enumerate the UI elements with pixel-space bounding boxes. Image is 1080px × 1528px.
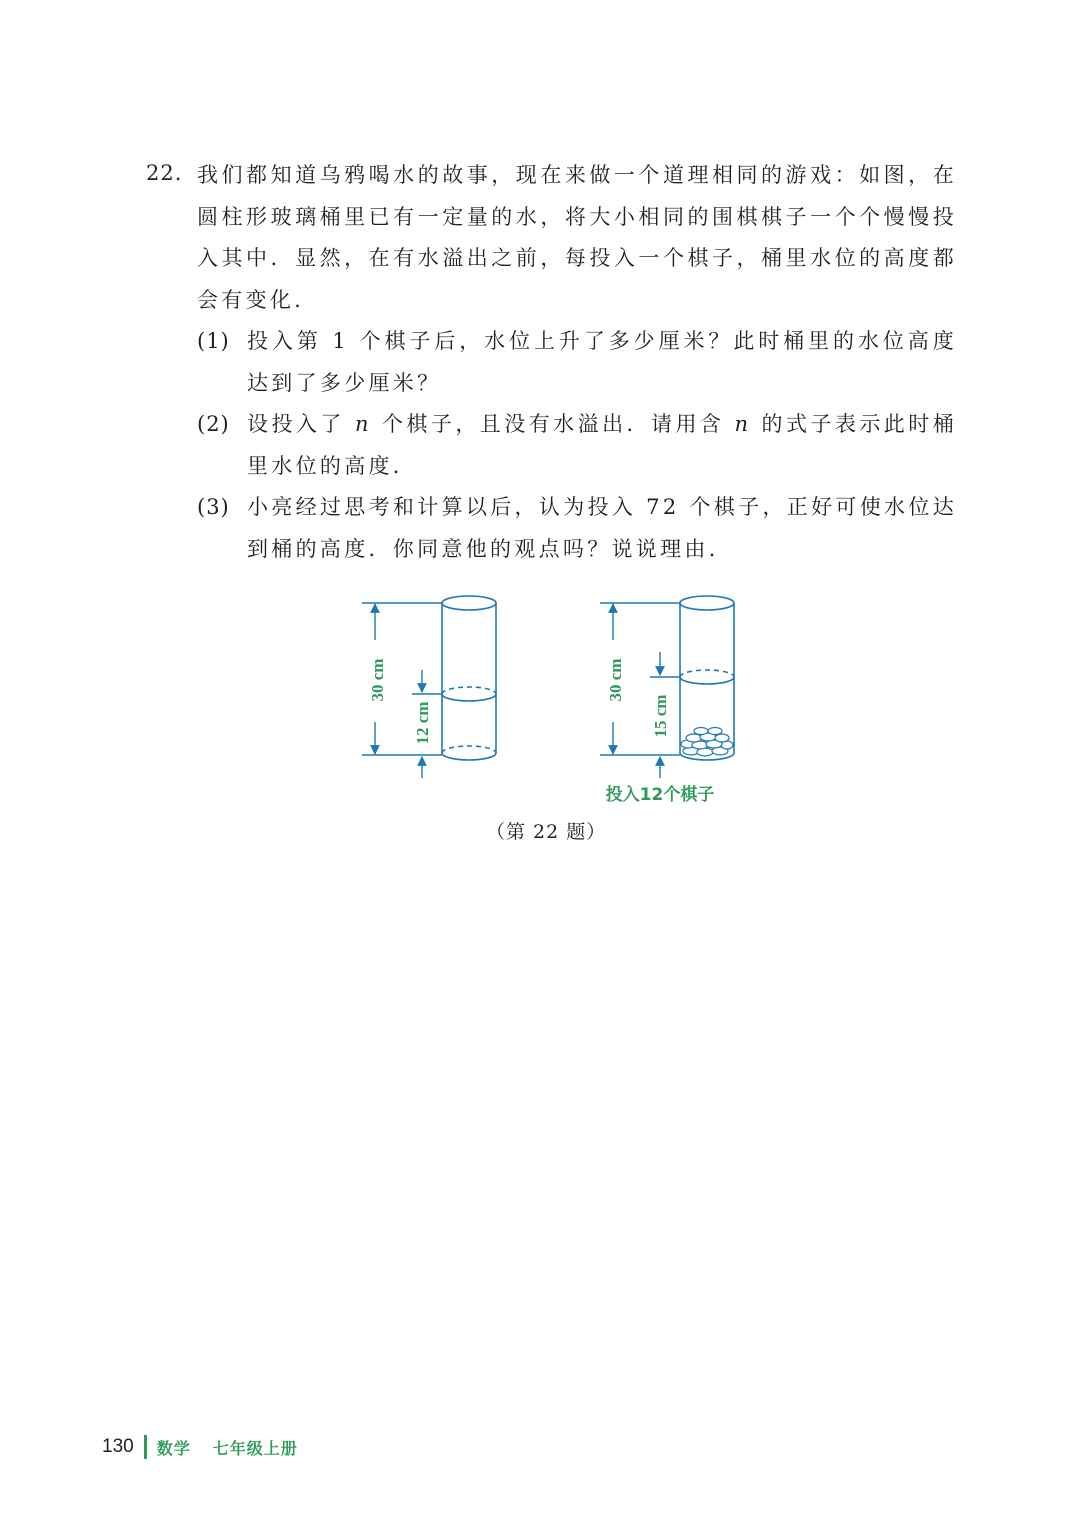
go-stones-pile	[681, 728, 733, 757]
subquestion-3-tag: (3)	[197, 495, 230, 519]
subquestion-2-text-c: 的式子表示此时桶里水位的高度．	[247, 412, 957, 478]
subquestion-3-text: 小亮经过思考和计算以后，认为投入 72 个棋子，正好可使水位达到桶的高度．你同意他的观点吗？说说理由．	[247, 495, 957, 561]
page-footer	[102, 1432, 298, 1462]
variable-n: n	[354, 412, 372, 436]
footer-grade: 七年级上册	[212, 1440, 298, 1458]
page-number: 130	[102, 1436, 134, 1457]
go-stone	[694, 728, 708, 735]
right-total-height-label: 30 cm	[606, 658, 625, 702]
left-water-surface-back	[442, 687, 496, 694]
problem-number: 22.	[146, 161, 183, 185]
subquestion-2-text	[247, 404, 957, 487]
left-water-surface-front	[442, 694, 496, 701]
right-water-height-label: 15 cm	[651, 694, 670, 738]
subquestion-3	[197, 487, 957, 570]
left-cylinder	[442, 596, 496, 760]
go-stone	[708, 728, 722, 735]
figure-caption: （第 22 题）	[486, 821, 607, 843]
footer-subject: 数学	[156, 1440, 191, 1458]
left-water-height-label: 12 cm	[413, 701, 432, 745]
right-cylinder-top-rim	[680, 596, 734, 610]
subquestion-2-tag: (2)	[197, 412, 230, 436]
subquestion-1-tag: (1)	[197, 329, 230, 353]
left-cylinder-bottom-front	[442, 753, 496, 760]
subquestion-2	[197, 404, 957, 487]
left-total-height-label: 30 cm	[368, 658, 387, 702]
subquestion-2-text-a: 设投入了	[247, 412, 345, 436]
go-stone	[715, 734, 729, 742]
left-cylinder-top-rim	[442, 596, 496, 610]
footer-divider	[144, 1435, 147, 1459]
subquestion-1-text: 投入第 1 个棋子后，水位上升了多少厘米？此时桶里的水位高度达到了多少厘米？	[247, 329, 957, 395]
subquestion-2-text-b: 个棋子，且没有水溢出．请用含	[381, 412, 725, 436]
right-water-surface-front	[680, 677, 734, 684]
cylinder-figure	[350, 585, 770, 810]
right-water-surface-back	[680, 670, 734, 677]
right-stones-caption: 投入12个棋子	[605, 785, 715, 805]
variable-n: n	[734, 412, 752, 436]
left-cylinder-bottom-back	[442, 746, 496, 753]
problem-stem: 我们都知道乌鸦喝水的故事，现在来做一个道理相同的游戏：如图，在圆柱形玻璃桶里已有一定量的水，将大小相同的围棋棋子一个个慢慢投入其中．显然，在有水溢出之前，每投入一个棋子，桶里水位的高度都会有变化．	[197, 163, 957, 312]
subquestion-1	[197, 321, 957, 404]
